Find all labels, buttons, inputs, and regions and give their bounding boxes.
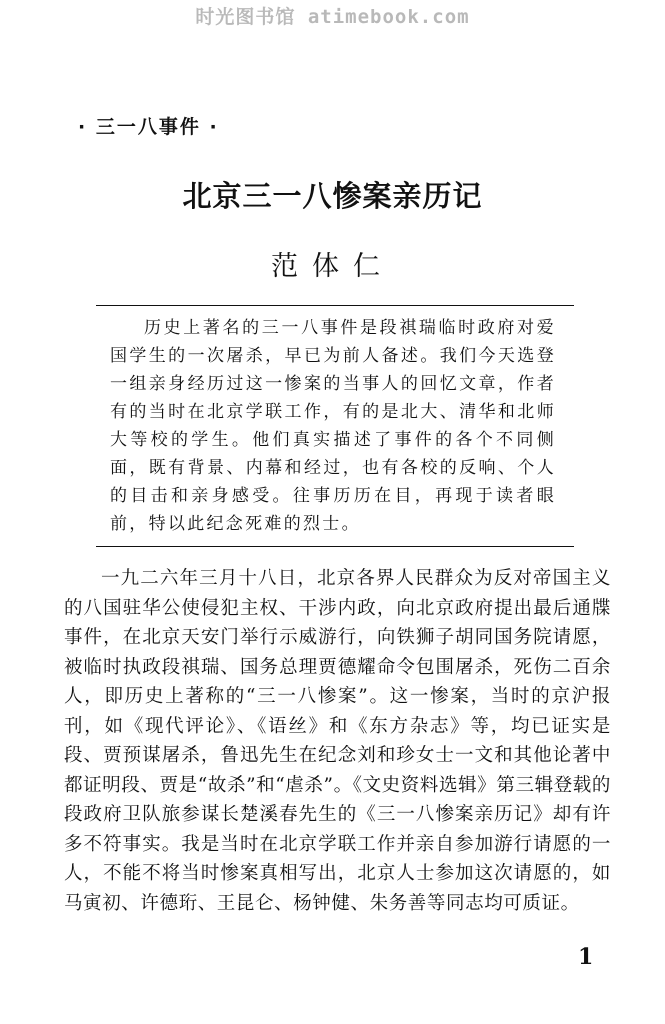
editor-note-top-rule bbox=[96, 305, 574, 306]
body-paragraph: 一九二六年三月十八日，北京各界人民群众为反对帝国主义的八国驻华公使侵犯主权、干涉内政，向北京政府提出最后通牒事件，在北京天安门举行示威游行，向铁狮子胡同国务院请愿，被临时执政段祺瑞、国务总理贾德耀命令包围屠杀，死伤二百余人，即历史上著称的“三一八惨案”。这一惨案，当时的京沪报刊，如《现代评论》、《语丝》和《东方杂志》等，均已证实是段、贾预谋屠杀，鲁迅先生在纪念刘和珍女士一文和其他论著中都证明段、贾是“故杀”和“虐杀”。《文史资料选辑》第三辑登载的段政府卫队旅参谋长楚溪春先生的《三一八惨案亲历记》却有许多不符事实。我是当时在北京学联工作并亲自参加游行请愿的一人，不能不将当时惨案真相写出，北京人士参加这次请愿的，如马寅初、许德珩、王昆仑、杨钟健、朱务善等同志均可质证。 bbox=[64, 568, 611, 914]
section-label: · 三一八事件 · bbox=[78, 116, 219, 138]
article-title: 北京三一八惨案亲历记 bbox=[182, 179, 483, 213]
editor-note: 历史上著名的三一八事件是段祺瑞临时政府对爱国学生的一次屠杀，早已为前人备述。我们今天选登一组亲身经历过这一惨案的当事人的回忆文章，作者有的当时在北京学联工作，有的是北大、清华和北师大等校的学生。他们真实描述了事件的各个不同侧面，既有背景、内幕和经过，也有各校的反响、个人的目击和亲身感受。往事历历在目，再现于读者眼前，特以此纪念死难的烈士。 bbox=[110, 318, 556, 534]
editor-note-bottom-rule bbox=[96, 546, 574, 547]
watermark: 时光图书馆 atimebook.com bbox=[195, 6, 470, 28]
page-number: 1 bbox=[578, 944, 594, 970]
author-name: 范体仁 bbox=[271, 251, 394, 282]
